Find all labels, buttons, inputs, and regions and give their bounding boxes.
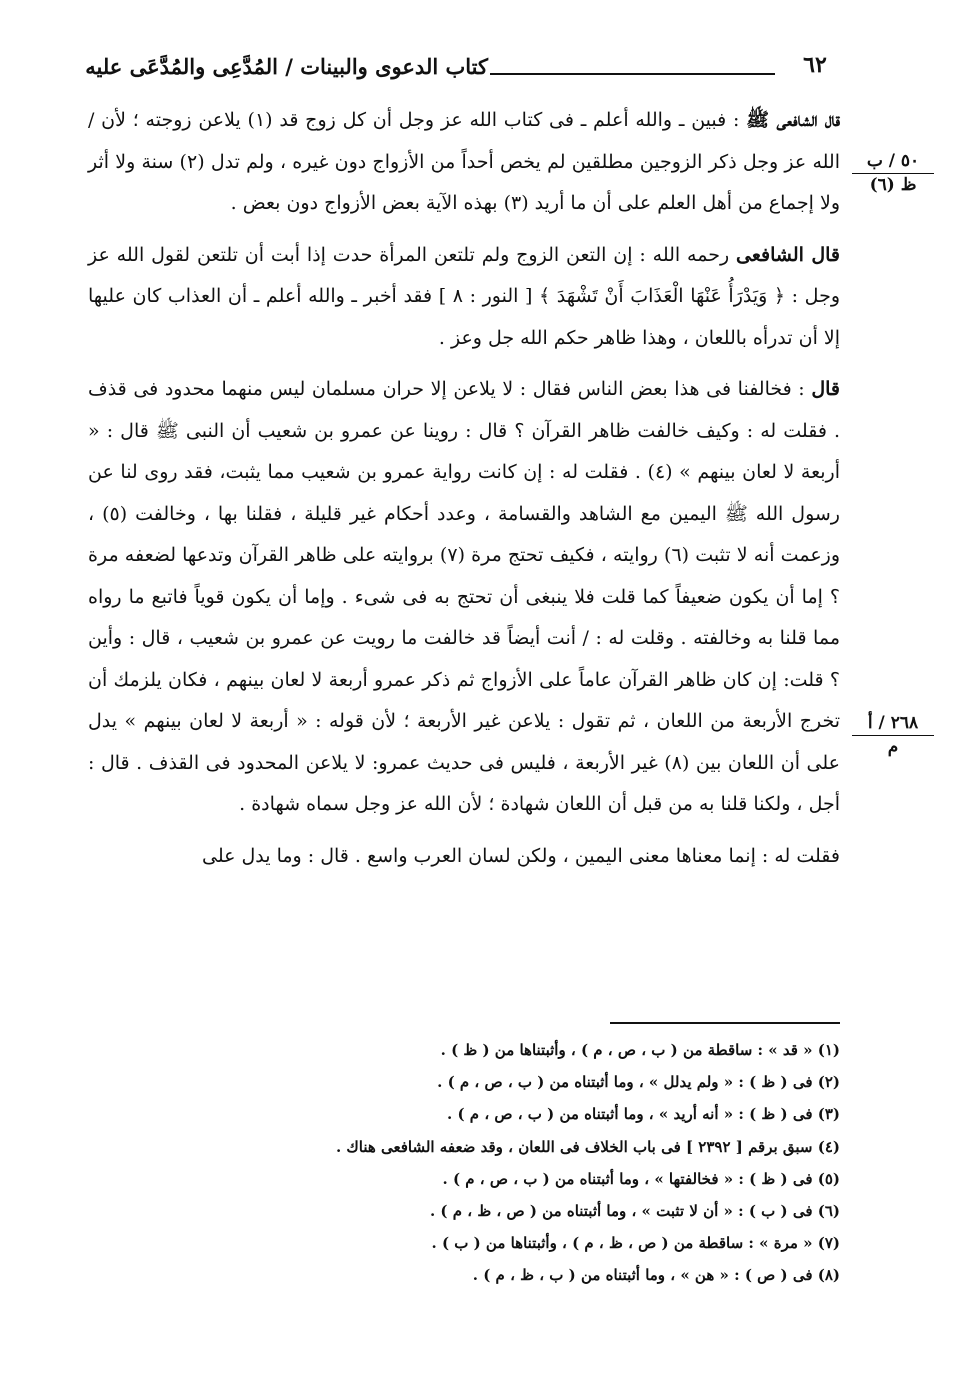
footnote: (٥) فى ( ظ ) : « فخالفتها » ، وما أثبتناه من ( ب ، ص ، م ) . [442, 1169, 840, 1188]
paragraph-lead: قال الشافعى [736, 243, 841, 266]
footnote: (٨) فى ( ص ) : « هن » ، وما أثبتناه من ( ب ، ظ ، م ) . [472, 1266, 840, 1285]
paragraph-text: فقلت له : إنما معناها معنى اليمين ، ولكن لسان العرب واسع . قال : وما يدل على [201, 844, 840, 867]
footnotes [200, 1034, 840, 1292]
paragraph [88, 369, 840, 826]
paragraph [88, 235, 840, 360]
footnote-rule [610, 1022, 840, 1024]
running-header-title: كتاب الدعوى والبينات / المُدَّعِى والمُدَّعَى عليه [85, 54, 488, 79]
paragraph-text: رحمه الله : إن التعن الزوج ولم تلتعن المرأة حدت إذا أبت أن تلتعن لقول الله عز وجل : ﴿ وَيَدْرَأُ عَنْهَا الْعَذَابَ أَنْ تَشْهَدَ ﴾ [ النور : ٨ ] فقد أخبر ـ والله أعلم ـ أن العذاب كان عليها إلا أن تدرأه باللعان ، وهذا ظاهر حكم الله جل وعز . [88, 243, 840, 349]
footnote: (٤) سبق برقم [ ٢٣٩٢ ] فى باب الخلاف فى اللعان ، وقد ضعفه الشافعى هناك . [335, 1137, 840, 1156]
footnote: (٣) فى ( ظ ) : « أنه أريد » ، وما أثبتناه من ( ب ، ص ، م ) . [447, 1105, 840, 1124]
paragraph-lead: قال الشافعى ﷺ [746, 109, 841, 131]
footnote: (٢) فى ( ظ ) : « ولم يدلل » ، وما أثبتناه من ( ب ، ص ، م ) . [437, 1073, 840, 1092]
footnote: (١) « قد » : ساقطة من ( ب ، ص ، م ) ، وأثبتناها من ( ظ ) . [440, 1041, 840, 1059]
header-rule [490, 73, 775, 75]
footnote: (٦) فى ( ب ) : « أن لا تثبت » ، وما أثبتناه من ( ص ، ظ ، م ) . [429, 1202, 840, 1221]
folio-mark-top: ٥٠ / ب [852, 150, 934, 174]
paragraph-lead: قال [811, 378, 840, 400]
paragraph-text: : فبين ـ والله أعلم ـ فى كتاب الله عز وجل أن كل زوج قد (١) يلاعن زوجته ؛ لأن / الله عز وجل ذكر الزوجين مطلقين لم يخص أحداً من الأزواج دون غيره ، ولم تدل (٢) سنة ولا أثر ولا إجماع من أهل العلم على أن ما أريد (٣) بهذه الآية بعض الأزواج دون بعض . [88, 109, 841, 214]
main-text [88, 100, 840, 887]
paragraph [88, 836, 840, 878]
page-number: ٦٢ [803, 52, 827, 78]
margin-folio-mark [852, 150, 934, 196]
margin-folio-mark [852, 712, 934, 758]
paragraph-text: : فخالفنا فى هذا بعض الناس فقال : لا يلاعن إلا حران مسلمان ليس منهما محدود فى قذف . فقلت له : وكيف خالفت ظاهر القرآن ؟ قال : روينا عن عمرو بن شعيب أن النبى ﷺ قال : « أربعة لا لعان بينهم » (٤) . فقلت له : إن كانت رواية عمرو بن شعيب مما يثبت، فقد روى لنا عن رسول الله ﷺ اليمين مع الشاهد والقسامة ، وعدد أحكام غير قليلة ، فقلنا بها ، وخالفت (٥) ، وزعمت أنه لا تثبت (٦) روايته ، فكيف تحتج مرة (٧) بروايته على ظاهر القرآن وتدعها لضعفه مرة ؟ إما أن يكون ضعيفاً كما قلت فلا ينبغى أن تحتج به فى شىء . وإما أن يكون قوياً فاتبع ما رواه مما قلنا به وخالفته . وقلت له : / أنت أيضاً قد خالفت ما رويت عن عمرو بن شعيب ، قال : وأين ؟ قلت: إن كان ظاهر القرآن عاماً على الأزواج ثم ذكر عمرو أربعة لا لعان بينهم ، فكان يلزمك أن تخرج الأربعة من اللعان ، ثم تقول : يلاعن غير الأربعة ؛ لأن قوله : « أربعة لا لعان بينهم » يدل على أن اللعان بين (٨) غير الأربعة ، فليس فى حديث عمرو: لا يلاعن المحدود فى القذف . قال : أجل ، ولكنا قلنا به من قبل أن اللعان شهادة ؛ لأن الله عز وجل سماه شهادة . [88, 378, 841, 815]
footnote: (٧) « مرة » : ساقطة من ( ص ، ظ ، م ) ، وأثبتناها من ( ب ) . [431, 1234, 840, 1253]
folio-mark-top: ٢٦٨ / أ [852, 712, 934, 736]
folio-mark-bottom: م [887, 737, 899, 757]
folio-mark-bottom: ظ (٦) [869, 175, 917, 195]
paragraph [88, 100, 840, 225]
